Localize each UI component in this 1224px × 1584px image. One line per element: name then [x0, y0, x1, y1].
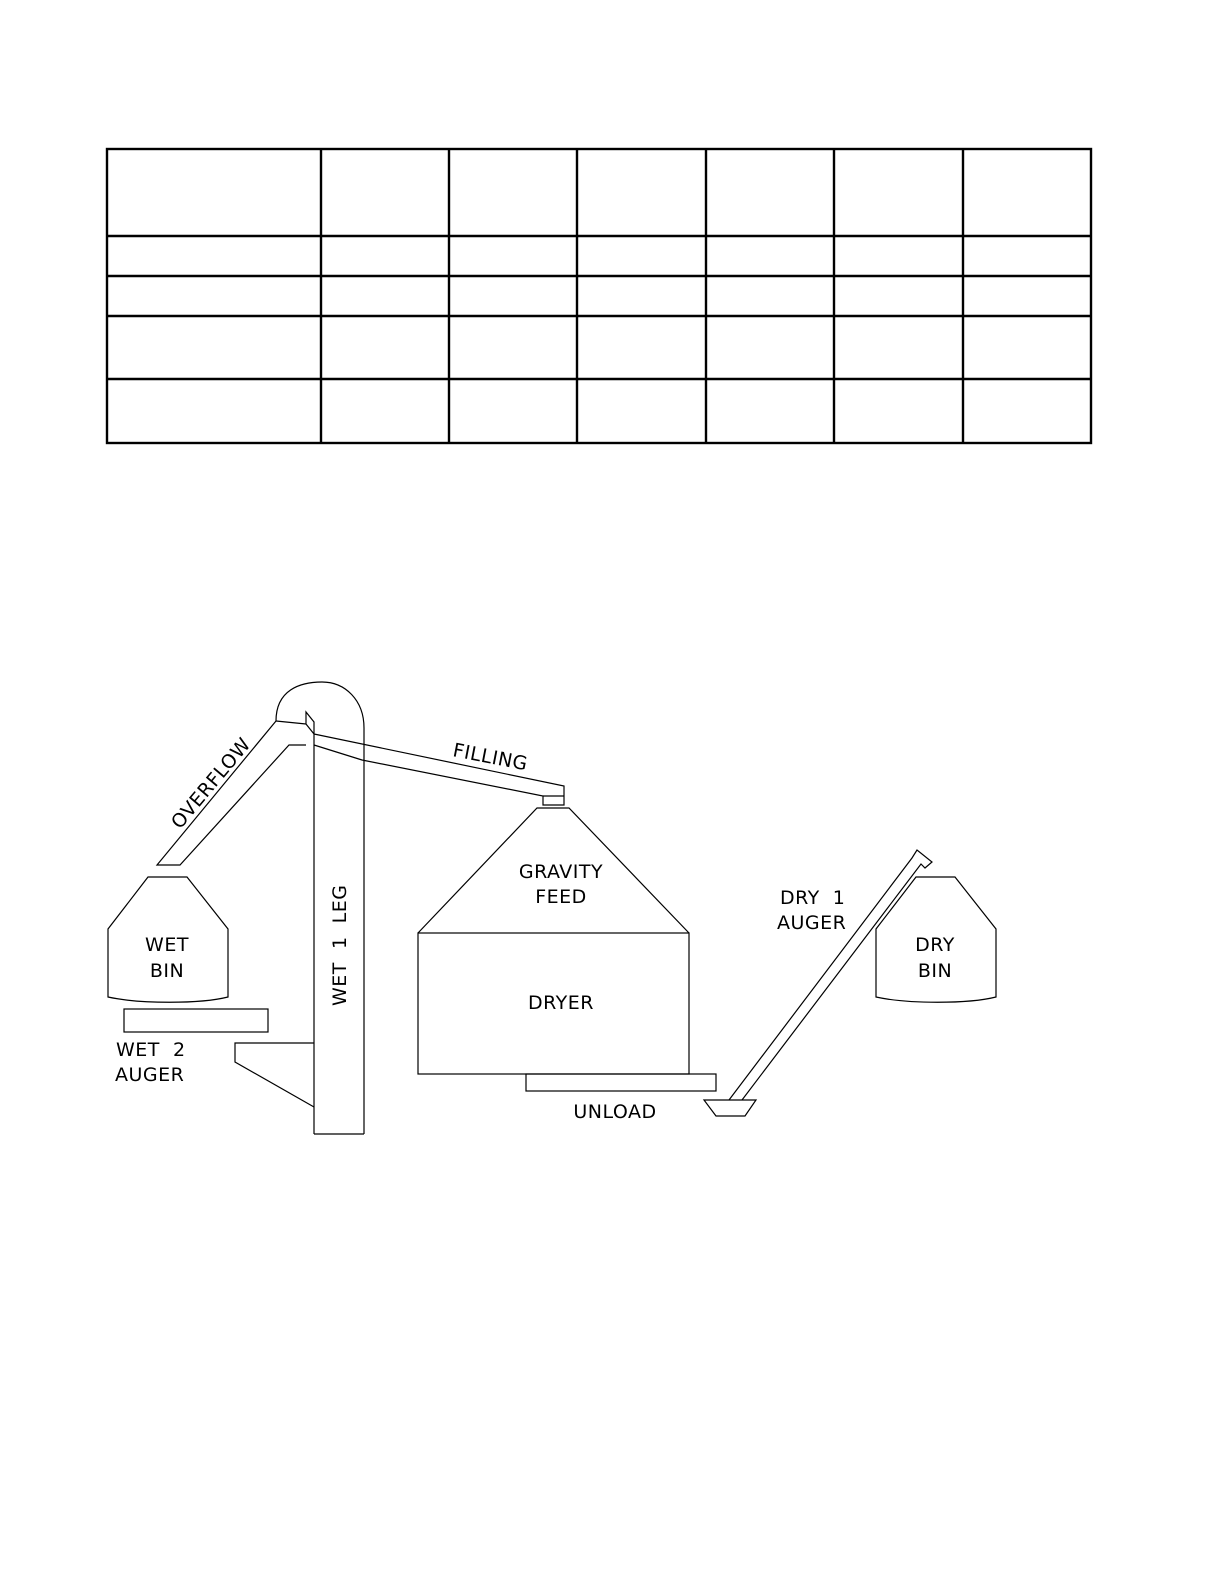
label-dry-bin-line2: BIN: [917, 960, 953, 982]
label-gravity: GRAVITY: [518, 861, 604, 883]
label-dry-bin-line1: DRY: [915, 934, 955, 956]
label-overflow: OVERFLOW: [166, 733, 256, 834]
dry-1-auger-hopper: [704, 1100, 756, 1116]
label-wet-bin-line1: WET: [145, 934, 189, 956]
wet-1-leg-column: [306, 712, 314, 1134]
label-dryer: DRYER: [528, 992, 594, 1014]
label-dry-1-auger-line2: AUGER: [777, 912, 847, 934]
wet-2-auger-hopper: [235, 1043, 314, 1107]
label-dry-1-auger-line1: DRY 1: [780, 887, 846, 909]
overflow-head-join: [276, 721, 306, 724]
wet-2-auger-tray: [124, 1009, 268, 1032]
label-wet-1-leg: WET 1 LEG: [329, 884, 351, 1006]
label-wet-bin-line2: BIN: [149, 960, 185, 982]
label-feed: FEED: [535, 886, 587, 908]
label-wet-2-auger-line1: WET 2: [116, 1039, 186, 1061]
unload-auger: [526, 1074, 716, 1091]
label-unload: UNLOAD: [573, 1101, 657, 1123]
label-filling: FILLING: [451, 739, 530, 776]
label-wet-2-auger-line2: AUGER: [115, 1064, 185, 1086]
